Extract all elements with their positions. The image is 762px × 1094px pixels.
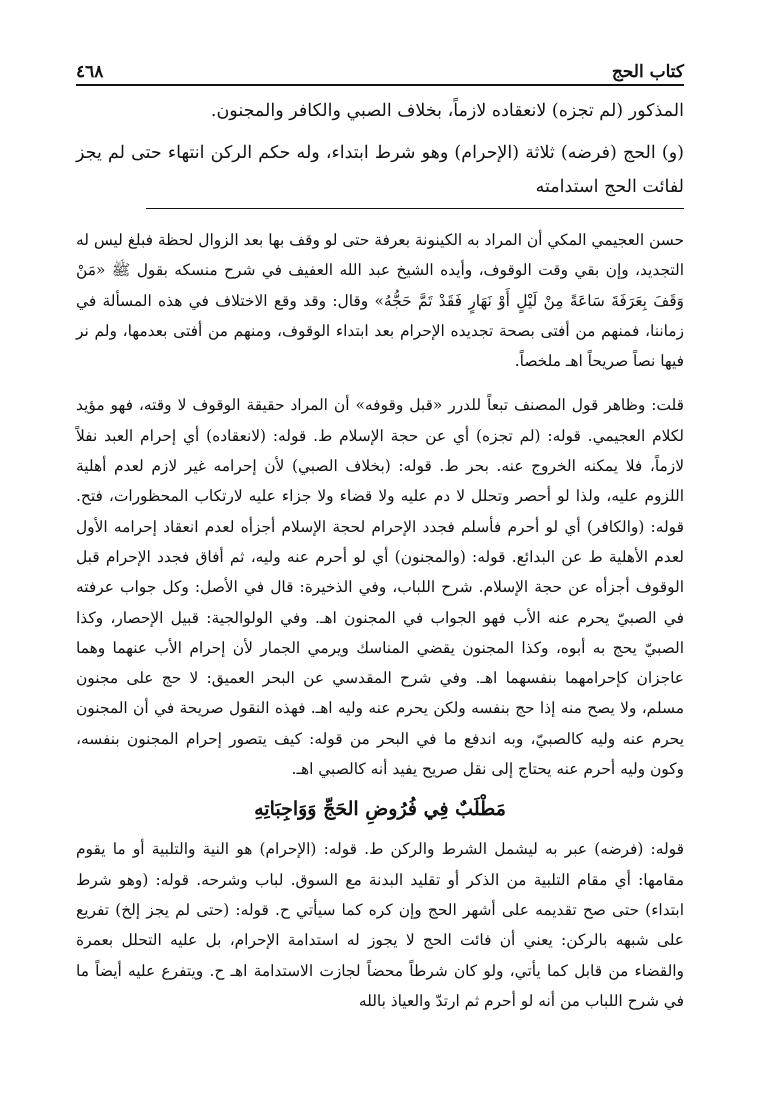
section-heading: مَطْلَبٌ فِي فُرُوضِ الحَجِّ وَوَاجِبَاتِهِ [254,798,506,821]
running-title: كتاب الحج [611,62,684,82]
page-number: ٤٦٨ [76,62,104,82]
separator-rule [146,208,684,209]
commentary [76,225,684,1016]
matn-line-1: المذكور (لم تجزه) لانعقاده لازماً، بخلاف الصبي والكافر والمجنون. [210,101,684,121]
main-text [76,94,684,204]
commentary-paragraph-1: حسن العجيمي المكي أن المراد به الكينونة بعرفة حتى لو وقف بها بعد الزوال لحظة فبلغ ليس له التجديد، وإن بقي وقت الوقوف، وأيده الشيخ عبد الله العفيف في شرح منسكه بقول ﷺ «مَنْ وَقَفَ بِعَرَفَةَ سَاعَةً مِنْ لَيْلٍ أَوْ نَهَارٍ فَقَدْ تَمَّ حَجُّهُ» وقال: وقد وقع الاختلاف في هذه المسألة في زماننا، فمنهم من أفتى بصحة تجديده الإحرام بعد ابتداء الوقوف، ومنهم من أفتى بعدمها، ولم نر فيها نصاً صريحاً اهـ ملخصاً. [76,231,684,371]
page-header [76,52,684,86]
matn-line-2: (و) الحج (فرضه) ثلاثة (الإحرام) وهو شرط ابتداء، وله حكم الركن انتهاء حتى لم يجز لفائت الحج استدامته [76,143,684,197]
commentary-paragraph-2: قلت: وظاهر قول المصنف تبعاً للدرر «قبل وقوفه» أن المراد حقيقة الوقوف لا وقته، فهو مؤيد لكلام العجيمي. قوله: (لم تجزه) أي عن حجة الإسلام ط. قوله: (لانعقاده) أي إحرام العبد نفلاً لازماً، فلا يمكنه الخروج عنه. بحر ط. قوله: (بخلاف الصبي) لأن إحرامه غير لازم لعدم أهلية اللزوم عليه، ولذا لو أحصر وتحلل لا دم عليه ولا قضاء ولا جزاء عليه لارتكاب المحظورات، فتح. قوله: (والكافر) أي لو أحرم فأسلم فجدد الإحرام لحجة الإسلام أجزأه لعدم انعقاد إحرامه الأول لعدم الأهلية ط عن البدائع. قوله: (والمجنون) أي لو أحرم عنه وليه، ثم أفاق فجدد الإحرام قبل الوقوف أجزأه عن حجة الإسلام. شرح اللباب، وفي الذخيرة: قال في الأصل: وكل جواب عرفته في الصبيّ يحرم عنه الأب فهو الجواب في المجنون اهـ. وفي الولوالجية: قبيل الإحصار، وكذا الصبيّ يحج به أبوه، وكذا المجنون يقضي المناسك ويرمي الجمار لأن إحرام الأب عنهما وهما عاجزان كإحرامهما بنفسهما اهـ. وفي شرح المقدسي عن البحر العميق: لا حج على مجنون مسلم، ولا يصح منه إذا حج بنفسه ولكن يحرم عنه وليه اهـ. فهذه النقول صريحة في أن المجنون يحرم عنه وليه كالصبيّ، وبه اندفع ما في البحر من قوله: كيف يتصور إحرام المجنون بنفسه، وكون وليه أحرم عنه يحتاج إلى نقل صريح يفيد أنه كالصبي اهـ. [76,396,684,779]
commentary-paragraph-3: قوله: (فرضه) عبر به ليشمل الشرط والركن ط. قوله: (الإحرام) هو النية والتلبية أو ما يقوم مقامها: أي مقام التلبية من الذكر أو تقليد البدنة مع السوق. لباب وشرحه. قوله: (وهو شرط ابتداء) حتى صح تقديمه على أشهر الحج وإن كره كما سيأتي ح. قوله: (حتى لم يجز إلخ) تفريع على شبهه بالركن: يعني أن فائت الحج لا يجوز له استدامة الإحرام، بل عليه التحلل بعمرة والقضاء من قابل كما يأتي، ولو كان شرطاً محضاً لجازت الاستدامة اهـ ح. ويتفرع عليه أيضاً ما في شرح اللباب من أنه لو أحرم ثم ارتدّ والعياذ بالله [76,840,684,1010]
